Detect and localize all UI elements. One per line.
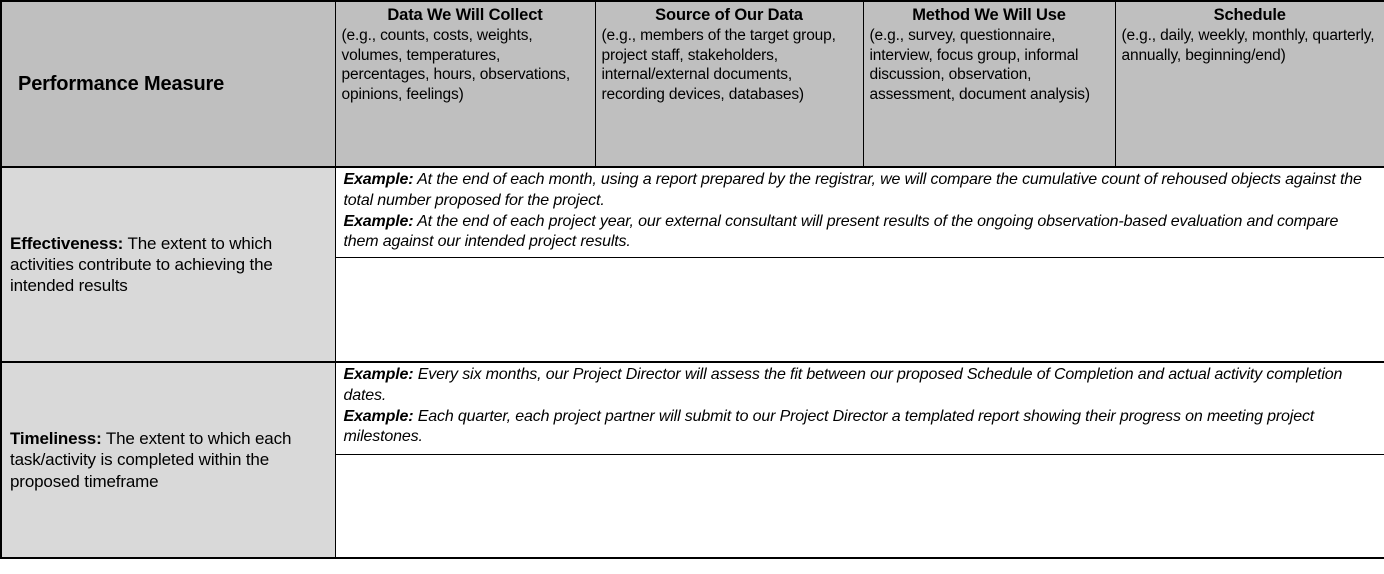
column-title: Schedule (1213, 6, 1286, 24)
example-prefix: Example: (343, 212, 414, 230)
example-body: Each quarter, each project partner will submit to our Project Director a templated report showing their progress on meeting project milestones. (343, 407, 1315, 446)
column-header-data-we-will-collect (335, 1, 595, 167)
effectiveness-entry-cell (335, 257, 1384, 362)
example-body: Every six months, our Project Director will assess the fit between our proposed Schedule of Completion and actual activity completion dates. (343, 366, 1343, 404)
column-header-schedule (1115, 1, 1384, 167)
example-body: At the end of each project year, our external consultant will present results of the ongoing observation-based evaluation and compare them against our intended project results. (343, 212, 1339, 251)
measure-term: Effectiveness: (10, 233, 124, 253)
example-prefix: Example: (343, 407, 414, 425)
effectiveness-examples-cell (335, 167, 1384, 257)
timeliness-examples-row (1, 362, 1384, 454)
column-subtitle: (e.g., daily, weekly, monthly, quarterly, annually, beginning/end) (1121, 26, 1375, 64)
timeliness-examples-cell (335, 362, 1384, 454)
timeliness-entry-cell (335, 454, 1384, 558)
row-label-timeliness (1, 362, 335, 558)
example-text (344, 212, 1377, 254)
example-text (344, 170, 1377, 212)
column-subtitle: (e.g., members of the target group, project staff, stakeholders, internal/external documents, recording devices, databases) (601, 26, 836, 104)
row-label-effectiveness (1, 167, 335, 362)
performance-measure-title: Performance Measure (18, 72, 225, 95)
measure-term: Timeliness: (10, 429, 102, 449)
table-header-row (1, 1, 1384, 167)
example-prefix: Example: (343, 366, 414, 383)
column-title: Source of Our Data (655, 6, 803, 24)
example-prefix: Example: (343, 171, 414, 188)
measure-description: The extent to which activities contribute to achieving the intended results (10, 233, 273, 296)
effectiveness-examples-row (1, 167, 1384, 257)
column-header-source-of-our-data (595, 1, 863, 167)
example-text (344, 407, 1377, 449)
column-header-method-we-will-use (863, 1, 1115, 167)
column-subtitle: (e.g., survey, questionnaire, interview, focus group, informal discussion, observation, assessment, document analysis) (869, 26, 1090, 104)
performance-measure-header-cell (1, 1, 335, 167)
column-title: Data We Will Collect (387, 6, 543, 24)
measure-description: The extent to which each task/activity is completed within the proposed timeframe (10, 429, 292, 491)
column-title: Method We Will Use (912, 6, 1066, 24)
column-subtitle: (e.g., counts, costs, weights, volumes, temperatures, percentages, hours, observations, opinions, feelings) (341, 26, 571, 104)
example-body: At the end of each month, using a report prepared by the registrar, we will compare the cumulative count of rehoused objects against the total number proposed for the project. (343, 171, 1362, 209)
example-text (344, 365, 1377, 407)
